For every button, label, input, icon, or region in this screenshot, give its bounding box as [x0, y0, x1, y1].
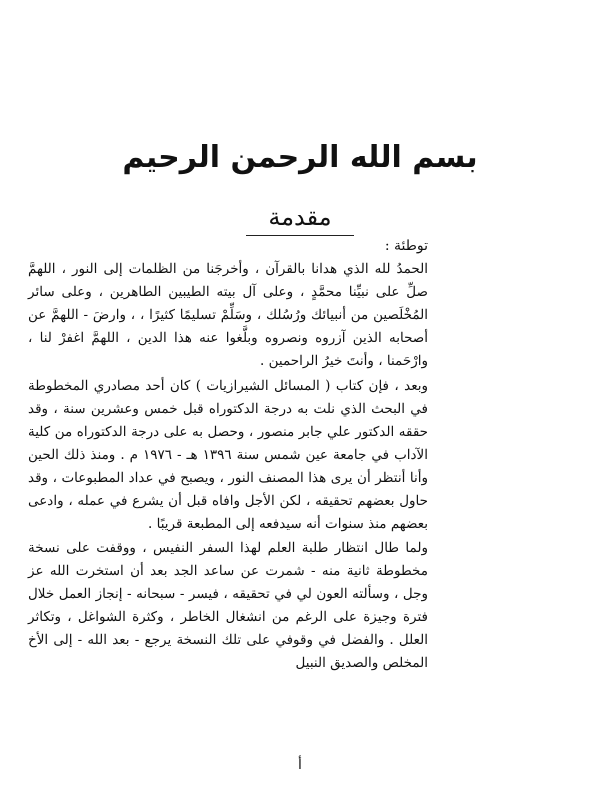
page-title: [0, 201, 600, 236]
paragraph-1: الحمدُ لله الذي هدانا بالقرآن ، وأخرجَنا من الظلمات إلى النور ، اللهمَّ صلِّ على نبيِّنا محمَّدٍ ، وعلى آل بيته الطيبين الطاهرين ، وعلى سائر المُخْلَصين من أنبيائك ورُسُلك ، وسَلِّمْ تسليمًا كثيرًا ، ، وارضَ - اللهمَّ عن أصحابه الذين آزروه ونصروه وبلَّغوا عنه هذا الدين ، اللهمَّ اغفرْ لنا ، وارْحَمنا ، وأنتَ خيرُ الراحمين .: [28, 261, 428, 369]
intro-label: توطئة :: [384, 238, 428, 254]
paragraph-3: ولما طال انتظار طلبة العلم لهذا السفر النفيس ، ووقفت على نسخة مخطوطة ثانية منه - شمرت عن ساعد الجد بعد أن استخرت الله عز وجل ، وسألته العون لي في تحقيقه ، فيسر - سبحانه - إنجاز العمل خلال فترة وجيزة على الرغم من انشغال الخاطر ، وكثرة الشواغل ، وتكاثر العلل . والفضل في وقوفي على تلك النسخة يرجع - بعد الله - إلى الأخ المخلص والصديق النبيل: [28, 540, 428, 671]
page-title-text: مقدمة: [246, 201, 353, 236]
page-number: أ: [298, 757, 302, 773]
basmala-calligraphy: بسم الله الرحمن الرحيم: [122, 140, 478, 175]
paragraph-2: وبعد ، فإن كتاب ( المسائل الشيرازيات ) كان أحد مصادري المخطوطة في البحث الذي نلت به درجة الدكتوراه قبل خمس وعشرين سنة ، وقد حققه الدكتور علي جابر منصور ، وحصل به على درجة الدكتوراه من كلية الآداب في جامعة عين شمس سنة ١٣٩٦ هـ - ١٩٧٦ م . ومنذ ذلك الحين وأنا أنتظر أن يرى هذا المصنف النور ، ويصبح في عداد المطبوعات ، وقد حاول بعضهم تحقيقه ، لكن الأجل وافاه قبل أن يشرع في عمله ، وادعى بعضهم منذ سنوات أنه سيدفعه إلى المطبعة قريبًا .: [28, 378, 429, 532]
